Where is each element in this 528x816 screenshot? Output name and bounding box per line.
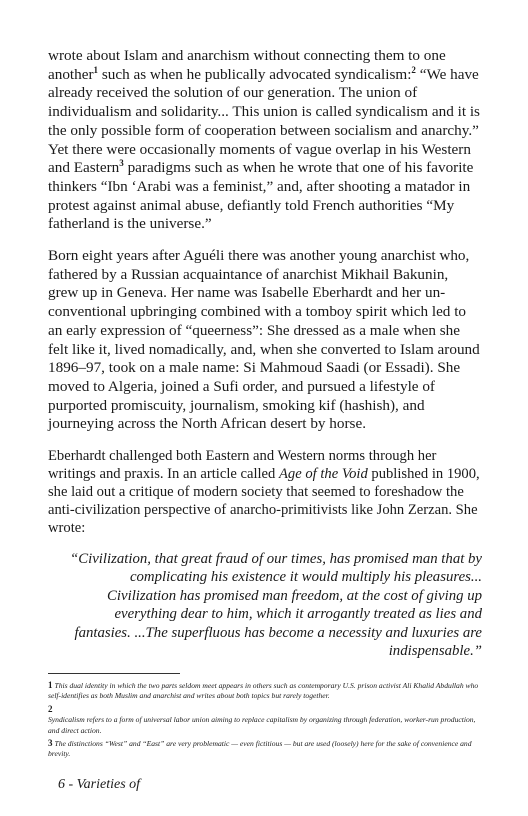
- footnote-3: [48, 738, 488, 760]
- footnote-3-text: The distinctions “West” and “East” are very problematic — even fictitious — but are used (loosely) here for the sake of convenience and brevity.: [48, 739, 472, 759]
- footnotes: [48, 680, 488, 762]
- footnote-1-text: This dual identity in which the two parts seldom meet appears in others such as contemporary U.S. prison activist Ali Khalid Abdullah who self-identifies as both Muslim and anarchist and writes about both topics but rarely together.: [48, 681, 479, 701]
- page-footer: 6 - Varieties of: [58, 777, 141, 792]
- footnote-divider: [48, 673, 180, 674]
- paragraph-1-text-b: such as when he publically advocated syndicalism:: [98, 65, 412, 83]
- footnote-3-mark: 3: [48, 738, 53, 749]
- block-quote: “Civilization, that great fraud of our times, has promised man that by complicating his existence it would multiply his pleasures... Civilization has promised man freedom, at the cost of giving up everything dear to him, which it arrogantly treated as lies and fantasies. ...The superfluous has become a necessity and luxuries are indispensable.”: [70, 551, 482, 660]
- paragraph-3-text-a: Eberhardt challenged both Eastern and Western norms through her writings and praxis. In an article called: [48, 448, 437, 483]
- paragraph-1-text-a: wrote about Islam and anarchism without connecting them to one another: [48, 47, 446, 83]
- footnote-1: [48, 680, 488, 702]
- paragraph-1: [48, 47, 482, 234]
- footnote-2-mark: 2: [48, 703, 53, 714]
- footnote-2: [48, 704, 488, 736]
- footnote-1-mark: 1: [48, 680, 53, 690]
- paragraph-3-text-b: published in 1900, she laid out a critique of modern society that seemed to foreshadow the anti-civilization perspective of anarcho-primitivists like John Zerzan. She wrote:: [48, 466, 480, 537]
- article-title: Age of the Void: [279, 466, 368, 483]
- paragraph-2: Born eight years after Aguéli there was another young anarchist who, fathered by a Russian acquaintance of anarchist Mikhail Bakunin, grew up in Geneva. Her name was Isabelle Eberhardt and her un-conventional upbringing combined with a tomboy spirit which led to an early expression of “queerness”: She dressed as a male when she felt like it, lived nomadically, and, when she converted to Islam around 1896–97, took on a male name: Si Mahmoud Saadi (or Essadi). She moved to Algeria, joined a Sufi order, and pursued a lifestyle of purported promiscuity, journalism, smoking kif (hashish), and journeying across the North African desert by horse.: [48, 247, 480, 433]
- paragraph-1-text-c: “We have already received the solution of our generation. The union of individualism and solidarity... This union is called syndicalism and it is the only possible form of cooperation between socialism and anarchy.” Yet there were occasionally moments of vague overlap in his Western and Eastern: [48, 65, 480, 177]
- paragraph-3: [48, 447, 482, 537]
- paragraph-1-text-d: paradigms such as when he wrote that one of his favorite thinkers “Ibn ‘Arabi was a feminist,” and, after shooting a matador in protest against animal abuse, defiantly told French authorities “My fatherland is the universe.”: [48, 159, 474, 233]
- footnote-2-text: Syndicalism refers to a form of universal labor union aiming to replace capitalism by organizing through federation, worker-run production, and direct action.: [48, 715, 476, 735]
- page-body: [48, 47, 482, 661]
- footnote-ref-1[interactable]: 1: [93, 64, 99, 75]
- footnote-ref-3[interactable]: 3: [119, 158, 124, 169]
- footnote-ref-2[interactable]: 2: [411, 64, 416, 75]
